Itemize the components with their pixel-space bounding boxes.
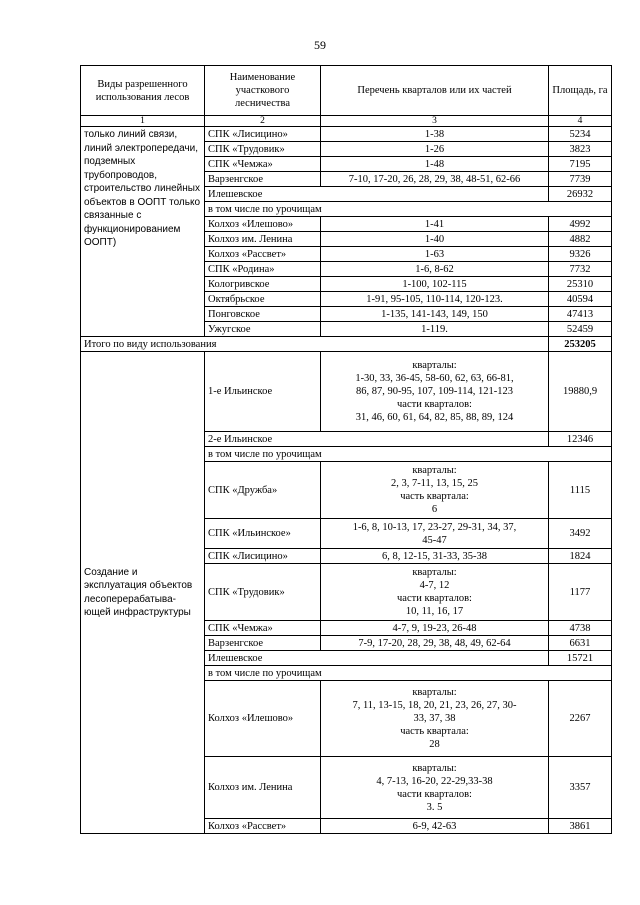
total-label: Итого по виду использования: [81, 337, 549, 352]
area: 9326: [549, 247, 612, 262]
quarters: 1-40: [321, 232, 549, 247]
forestry-name: Понговское: [205, 307, 321, 322]
use-type-cell: только линий связи, линий электропередачи, подземных трубопроводов, строительство линейных объектов в ООПТ только связанные с функционированием ООПТ): [81, 127, 205, 337]
forestry-name: Кологривское: [205, 277, 321, 292]
forestry-name: Колхоз «Илешово»: [205, 217, 321, 232]
area: 25310: [549, 277, 612, 292]
quarters-line: часть квартала:: [400, 726, 469, 737]
quarters: 1-91, 95-105, 110-114, 120-123.: [321, 292, 549, 307]
forestry-name: СПК «Ильинское»: [205, 519, 321, 549]
quarters: 1-63: [321, 247, 549, 262]
header-quarters: Перечень кварталов или их частей: [321, 66, 549, 116]
area: 7739: [549, 172, 612, 187]
quarters: 6-9, 42-63: [321, 819, 549, 834]
table-header-row: [81, 66, 612, 116]
quarters: 7-10, 17-20, 26, 28, 29, 38, 48-51, 62-66: [321, 172, 549, 187]
quarters-line: кварталы:: [412, 762, 457, 774]
use-type-cell: Создание и эксплуатация объектов лесоперерабатыва-ющей инфраструктуры: [81, 352, 205, 834]
quarters: [321, 564, 549, 621]
quarters: 4-7, 9, 19-23, 26-48: [321, 621, 549, 636]
forestry-name: 1-е Ильинское: [205, 352, 321, 432]
index-3: 3: [321, 116, 549, 127]
index-4: 4: [549, 116, 612, 127]
quarters-line: 31, 46, 60, 61, 64, 82, 85, 88, 89, 124: [355, 412, 514, 423]
total-value: 253205: [549, 337, 612, 352]
quarters-line: кварталы:: [412, 360, 457, 371]
area: 4738: [549, 621, 612, 636]
forestry-name: Колхоз «Рассвет»: [205, 819, 321, 834]
forestry-name: СПК «Чемжа»: [205, 621, 321, 636]
area: 19880,9: [549, 352, 612, 432]
quarters-line: 1-30, 33, 36-45, 58-60, 62, 63, 66-81,: [355, 373, 514, 384]
forestry-name: Илешевское: [205, 651, 549, 666]
total-row: [81, 337, 612, 352]
forestry-name: СПК «Трудовик»: [205, 142, 321, 157]
quarters: 1-100, 102-115: [321, 277, 549, 292]
subsection-label: в том числе по урочищам: [205, 447, 612, 462]
quarters: [321, 462, 549, 519]
quarters-line: 33, 37, 38: [413, 713, 456, 724]
area: 4992: [549, 217, 612, 232]
page-number: 59: [314, 38, 326, 52]
index-2: 2: [205, 116, 321, 127]
quarters: 7-9, 17-20, 28, 29, 38, 48, 49, 62-64: [321, 636, 549, 651]
forestry-name: Колхоз «Илешово»: [205, 681, 321, 757]
quarters: 1-135, 141-143, 149, 150: [321, 307, 549, 322]
area: 12346: [549, 432, 612, 447]
quarters-line: 6: [431, 504, 438, 515]
forestry-name: Колхоз «Рассвет»: [205, 247, 321, 262]
forestry-name: Колхоз им. Ленина: [205, 232, 321, 247]
area: 26932: [549, 187, 612, 202]
quarters: 1-38: [321, 127, 549, 142]
quarters: 1-119.: [321, 322, 549, 337]
area: 1177: [549, 564, 612, 621]
quarters-line: 28: [429, 739, 440, 750]
quarters-line: части кварталов:: [397, 593, 472, 604]
quarters: [321, 757, 549, 819]
quarters-line: часть квартала:: [400, 491, 469, 502]
quarters: 1-41: [321, 217, 549, 232]
area: 4882: [549, 232, 612, 247]
area: 3492: [549, 519, 612, 549]
forestry-name: СПК «Трудовик»: [205, 564, 321, 621]
header-use-type: Виды разрешенного использования лесов: [81, 66, 205, 116]
forestry-name: СПК «Лисицино»: [205, 549, 321, 564]
area: 3823: [549, 142, 612, 157]
table-index-row: [81, 116, 612, 127]
area: 40594: [549, 292, 612, 307]
quarters: 1-6, 8-62: [321, 262, 549, 277]
forestry-name: СПК «Лисицино»: [205, 127, 321, 142]
forestry-name: Октябрьское: [205, 292, 321, 307]
subsection-label: в том числе по урочищам: [205, 202, 612, 217]
quarters-line: кварталы:: [412, 687, 457, 698]
quarters-line: кварталы:: [412, 465, 457, 476]
quarters-line: 86, 87, 90-95, 107, 109-114, 121-123: [355, 386, 514, 397]
forestry-name: 2-е Ильинское: [205, 432, 549, 447]
quarters: [321, 352, 549, 432]
area: 5234: [549, 127, 612, 142]
table-row: [81, 127, 612, 142]
quarters-line: части кварталов:: [397, 399, 472, 410]
quarters: [321, 519, 549, 549]
quarters-line: 45-47: [422, 534, 447, 546]
area: 47413: [549, 307, 612, 322]
index-1: 1: [81, 116, 205, 127]
quarters: 1-26: [321, 142, 549, 157]
quarters: 6, 8, 12-15, 31-33, 35-38: [321, 549, 549, 564]
quarters-line: части кварталов:: [397, 788, 472, 800]
forestry-name: СПК «Родина»: [205, 262, 321, 277]
forest-use-table: [80, 65, 612, 834]
subsection-label: в том числе по урочищам: [205, 666, 612, 681]
header-forestry-name: Наименование участкового лесничества: [205, 66, 321, 116]
quarters-line: 2, 3, 7-11, 13, 15, 25: [390, 478, 479, 489]
quarters-line: 10, 11, 16, 17: [405, 606, 464, 617]
area: 52459: [549, 322, 612, 337]
forestry-name: Илешевское: [205, 187, 549, 202]
area: 3357: [549, 757, 612, 819]
forestry-name: СПК «Дружба»: [205, 462, 321, 519]
forestry-name: Варзенгское: [205, 636, 321, 651]
area: 6631: [549, 636, 612, 651]
area: 7195: [549, 157, 612, 172]
area: 1115: [549, 462, 612, 519]
area: 15721: [549, 651, 612, 666]
quarters-line: кварталы:: [412, 567, 457, 578]
quarters: [321, 681, 549, 757]
header-area: Площадь, га: [549, 66, 612, 116]
forestry-name: СПК «Чемжа»: [205, 157, 321, 172]
quarters-line: 3. 5: [426, 801, 443, 813]
quarters-line: 7, 11, 13-15, 18, 20, 21, 23, 26, 27, 30-: [352, 700, 517, 711]
quarters: 1-48: [321, 157, 549, 172]
forestry-name: Варзенгское: [205, 172, 321, 187]
area: 3861: [549, 819, 612, 834]
quarters-line: 1-6, 8, 10-13, 17, 23-27, 29-31, 34, 37,: [352, 521, 517, 533]
area: 2267: [549, 681, 612, 757]
quarters-line: 4, 7-13, 16-20, 22-29,33-38: [376, 775, 493, 787]
forestry-name: Ужугское: [205, 322, 321, 337]
forestry-name: Колхоз им. Ленина: [205, 757, 321, 819]
area: 1824: [549, 549, 612, 564]
quarters-line: 4-7, 12: [419, 580, 450, 591]
area: 7732: [549, 262, 612, 277]
table-row: [81, 352, 612, 432]
